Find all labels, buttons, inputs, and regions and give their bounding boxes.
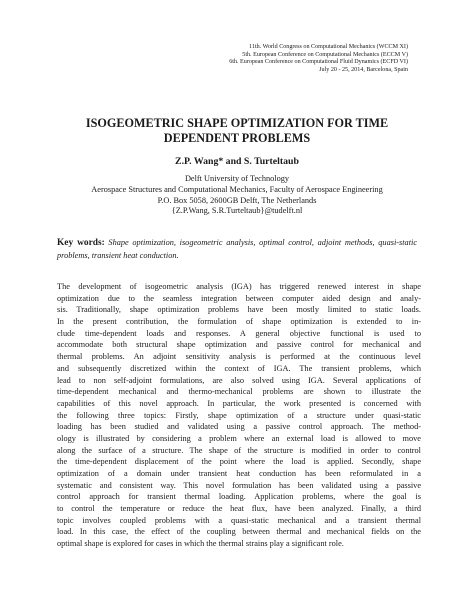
- abstract-line: systematic and consistent way. This novel formulation has been validated using a passive: [57, 480, 421, 490]
- abstract-line: The development of isogeometric analysis (IGA) has triggered renewed interest in shape: [57, 282, 421, 291]
- abstract-line: clude time-dependent loads and responses. A general objective functional is used to: [57, 328, 421, 338]
- keywords-text: Shape optimization, isogeometric analysis, optimal control, adjoint methods, quasi-static problems, transient heat conduction.: [57, 238, 417, 260]
- abstract-line: along the surface of a structure. The shape of the structure is modified in order to control: [57, 445, 421, 455]
- authors: Z.P. Wang* and S. Turteltaub: [175, 156, 299, 167]
- abstract-line: the time-dependent displacement of the point where the load is applied. Secondly, shape: [57, 457, 421, 467]
- affiliation-address: P.O. Box 5058, 2600GB Delft, The Netherlands: [157, 195, 317, 205]
- abstract: [57, 281, 421, 550]
- affiliation-email: {Z.P.Wang, S.R.Turteltaub}@tudelft.nl: [171, 206, 303, 216]
- abstract-line: optimization of a domain under transient heat conduction has been reformulated in a: [57, 469, 421, 478]
- title-line: ISOGEOMETRIC SHAPE OPTIMIZATION FOR TIME: [85, 116, 389, 130]
- paper-title: [40, 116, 434, 146]
- title-line: DEPENDENT PROBLEMS: [163, 131, 311, 145]
- affiliation: [40, 174, 434, 217]
- conference-line: 5th. European Conference on Computational Mechanics (ECCM V): [242, 51, 408, 58]
- abstract-line: In the present contribution, the formulation of shape optimization is extended to in-: [57, 317, 421, 327]
- keywords-label: Key words:: [57, 238, 105, 248]
- abstract-line: load. In this case, the effect of the coupling between thermal and mechanical fields on the: [57, 527, 421, 537]
- conference-header: [88, 44, 408, 74]
- abstract-line: optimization due to the seamless integration between computer aided design and analy-: [57, 293, 421, 303]
- keywords: [57, 237, 417, 261]
- abstract-line: lead to non self-adjoint formulations, are also solved using IGA. Several applications of: [57, 375, 421, 385]
- conference-date-location: July 20 - 25, 2014, Barcelona, Spain: [319, 66, 408, 73]
- abstract-line: control approach for transient thermal loading. Application problems, where the goal is: [57, 492, 421, 502]
- abstract-line: and subsequently discretized within the context of IGA. The transient problems, which: [57, 363, 421, 373]
- abstract-line: to control the temperature or reduce the heat flux, have been analyzed. Finally, a third: [57, 504, 421, 514]
- abstract-line: accommodate both structural shape optimization and passive control for mechanical and: [57, 340, 421, 350]
- abstract-line: the following three topics: Firstly, shape optimization of a structure under quasi-static: [57, 410, 421, 420]
- conference-line: 11th. World Congress on Computational Mechanics (WCCM XI): [249, 44, 408, 50]
- abstract-line: optimal shape is explored for cases in which the thermal strains play a significant role.: [57, 539, 344, 549]
- affiliation-university: Delft University of Technology: [184, 174, 290, 183]
- abstract-line: topic involves coupled problems with a quasi-static mechanical and a transient thermal: [57, 515, 421, 525]
- abstract-line: capabilities of this novel approach. In particular, the work presented is concerned with: [57, 398, 421, 408]
- abstract-line: thermal problems. An adjoint sensitivity analysis is performed at the continuous level: [57, 352, 421, 362]
- abstract-line: loading has been studied and validated using a passive control approach. The method-: [57, 422, 421, 432]
- conference-line: 6th. European Conference on Computational Fluid Dynamics (ECFD VI): [229, 59, 408, 66]
- abstract-line: ology is illustrated by considering a problem where an external load is allowed to move: [57, 433, 421, 443]
- abstract-line: sis. Traditionally, shape optimization problems have been mostly limited to static loads.: [57, 305, 421, 315]
- affiliation-department: Aerospace Structures and Computational Mechanics, Faculty of Aerospace Engineering: [91, 184, 383, 194]
- abstract-line: time-dependent mechanical and thermo-mechanical problems are shown to illustrate the: [57, 387, 421, 397]
